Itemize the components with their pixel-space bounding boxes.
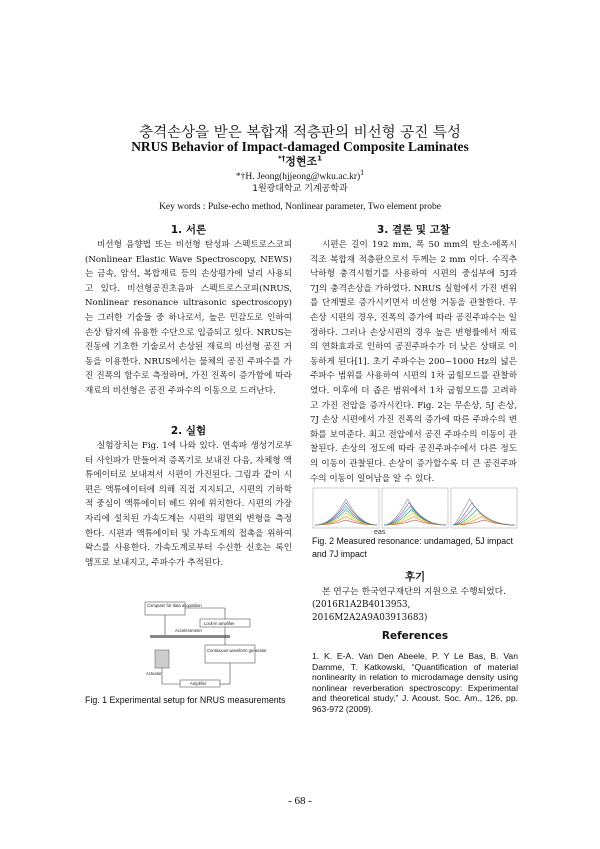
actuator-block (155, 650, 169, 668)
lockin-label: Lock-in amplifier (204, 621, 235, 626)
figure-2-panel-frame (313, 488, 379, 528)
experiment-paragraph (85, 439, 292, 570)
author-name: 정현조 (285, 155, 318, 168)
acknowledgement-heading: 후기 (404, 571, 426, 583)
experiment-heading: 2. 실험 (170, 425, 207, 437)
figure-2-plots (312, 487, 518, 535)
figure-2-caption: Fig. 2 Measured resonance: undamaged, 5J impact and 7J impact (312, 536, 513, 559)
title-english: NRUS Behavior of Impact-damaged Composite Laminates (131, 139, 469, 154)
author-sup-1: 1 (317, 154, 322, 163)
email-sup: 1 (360, 168, 365, 177)
author-line (0, 153, 600, 169)
reference-1: 1. K. E-A. Van Den Abeele, P. Y Le Bas, B. Van Damme, T. Katkowski, “Quantification of material nonlinearity in relation to microdamage density using nonlinear reverberation spectroscopy: Experimental and theoretical study,” J. Acoust. Soc. Am., 126, pp. 963-972 (2009). (312, 651, 518, 714)
page-number: - 68 - (288, 795, 312, 807)
email-text: *†H. Jeong(hjjeong@wku.ac.kr) (235, 172, 361, 183)
figure-1-diagram (120, 600, 290, 688)
figure-2-panel-frame (382, 488, 448, 528)
actuator-label: Actuator (146, 671, 162, 676)
keywords: Key words : Pulse-echo method, Nonlinear parameter, Two element probe (159, 202, 441, 212)
results-heading: 3. 결론 및 고찰 (377, 224, 450, 236)
acknowledgement-paragraph (312, 586, 518, 625)
results-text: 시편은 길이 192 mm, 폭 50 mm의 탄소-에폭시 직조 복합재 적층판으로서 두께는 2 mm 이다. 수직추 낙하형 충격시험기를 사용하여 시편의 중심부에 5J과 7J의 충격손상을 가하였다. NRUS 실험에서 가진 변위를 단계별로 증가시키면서 비선형 거동을 관찰한다. 무손상 시편의 경우, 진폭의 증가에 따라 공진주파수는 일정하다. 그러나 손상시편의 경우 높은 변형률에서 재료의 연화효과로 인하여 공진주파수가 더 낮은 상태로 이동하게 된다[1]. 초기 주파수는 200~1000 Hz의 넓은 주파수 범위를 사용하여 시편의 1차 굽힘모드를 관찰하였다. 이후에 더 좁은 범위에서 1차 굽힘모드를 고려하고 가진 전압을 증가시킨다. Fig. 2는 무손상, 5J 손상, 7J 손상 시편에서 가진 진폭의 증가에 따른 주파수의 변화를 보여준다. 최고 전압에서 공진 주파수의 이동이 관찰된다. 손상의 정도에 따라 공진주파수에서 다른 정도의 이동이 관찰된다. 손상이 증가할수록 더 큰 공진주파수의 이동이 일어남을 알 수 있다. (310, 240, 517, 484)
author-sup-dagger: † (281, 154, 286, 163)
figure-2-overlay-text: eas (374, 529, 386, 535)
amplifier-label: Amplifier (190, 681, 207, 686)
figure-1-caption: Fig. 1 Experimental setup for NRUS measurements (85, 695, 286, 705)
intro-text: 비선형 음향법 또는 비선형 탄성파 스펙트로스코피(Nonlinear Elastic Wave Spectroscopy, NEWS)는 금속, 암석, 복합재료 등의 손상평가에 널리 사용되고 있다. 비선형공진초음파 스펙트로스코피(NRUS, Nonlinear resonance ultrasonic spectroscopy)는 그러한 기술들 중 하나로서, 높은 민감도로 인하여 손상 탐지에 유용한 수단으로 입증되고 있다. NRUS는 진동에 기초한 기술로서 손상된 재료의 비선형 공진 거동을 이용한다. NRUS에서는 물체의 공진 주파수를 가진 진폭의 함수로 측정하며, 가진 진폭이 증가함에 따라 재료의 비선형은 공진 주파수의 이동으로 드러난다. (85, 240, 292, 396)
computer-label: Computer for data acquisition (147, 603, 202, 608)
cw-generator-label: Continuous waveform generator (207, 648, 267, 653)
results-paragraph (310, 238, 517, 486)
experiment-text: 실험장치는 Fig. 1에 나와 있다. 연속파 생성기로부터 사인파가 만들어져 증폭기로 보내진 다음, 자체형 액튜에이터로 보내져서 시편이 가진된다. 그림과 같이 시편은 액튜에이터에 의해 직접 지지되고, 시편의 기하학적 중심이 액튜에이터 헤드 위에 위치한다. 시편의 가장자리에 설치된 가속도계는 시편의 평면외 변형을 측정한다. 시편과 액튜에이터 및 가속도계의 접촉을 위하여 왁스를 사용한다. 가속도계로부터 수신한 신호는 록인 앰프로 보내지고, 주파수가 추적된다. (85, 441, 292, 568)
specimen-bar (150, 635, 230, 638)
title-korean: 충격손상을 받은 복합재 적층판의 비선형 공진 특성 (139, 125, 461, 141)
intro-heading: 1. 서론 (170, 224, 207, 236)
acknowledgement-text: 본 연구는 한국연구재단의 지원으로 수행되었다. (2016R1A2B4013953, 2016M2A2A9A03913683) (312, 587, 506, 623)
figure-2-panel-frame (451, 488, 517, 528)
author-sup: * (278, 154, 282, 163)
intro-paragraph (85, 238, 292, 399)
affiliation: 1원광대학교 기계공학과 (252, 184, 348, 194)
accelerometer-label: Accelerometer (175, 628, 202, 633)
references-heading: References (381, 630, 449, 642)
